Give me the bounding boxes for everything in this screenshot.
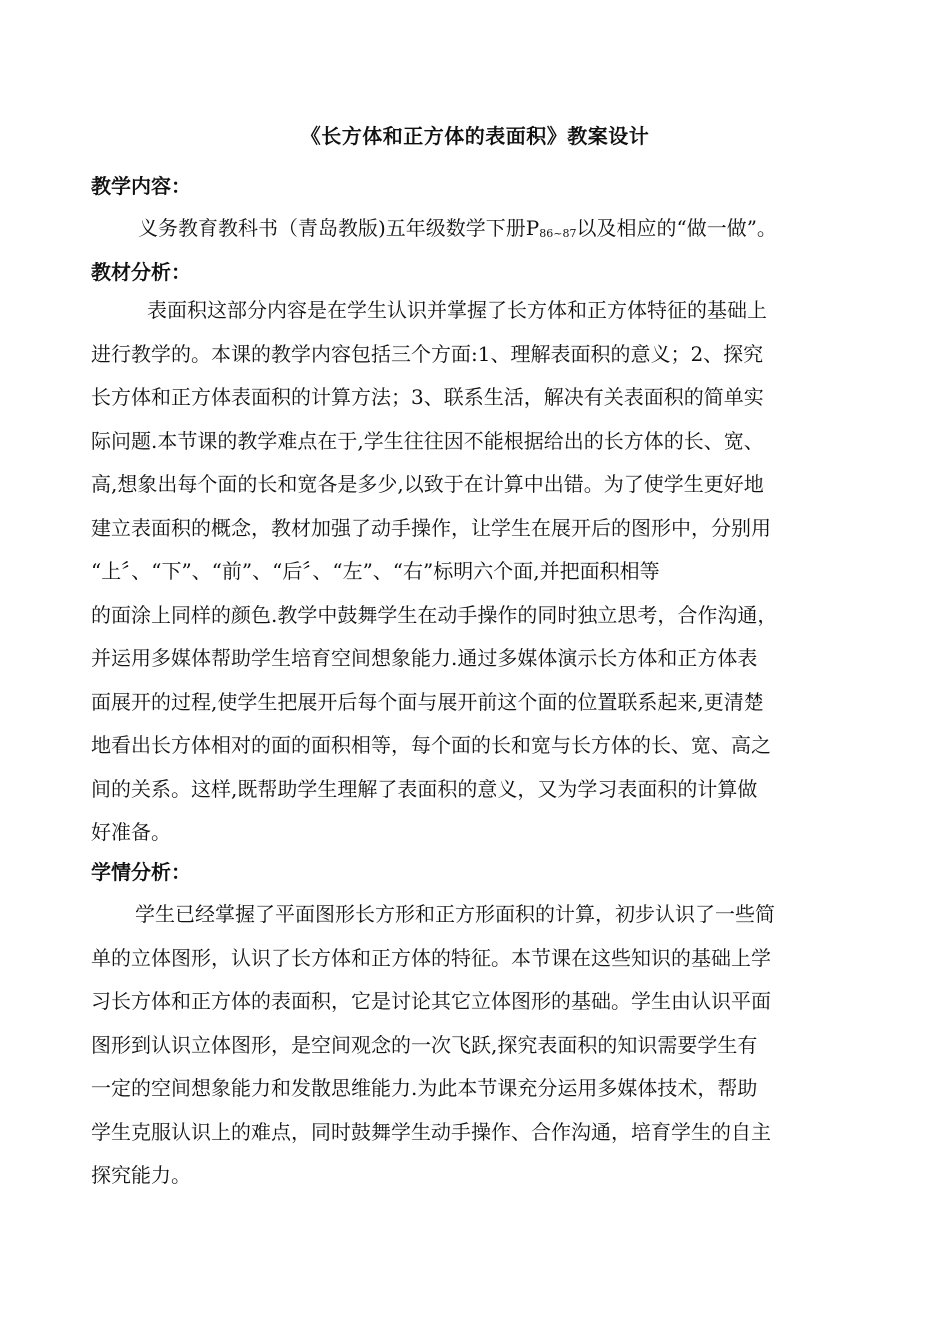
paragraph-line: 学生已经掌握了平面图形长方形和正方形面积的计算，初步认识了一些简	[135, 902, 775, 926]
paragraph-line: 高,想象出每个面的长和宽各是多少,以致于在计算中出错。为了使学生更好地	[91, 472, 764, 496]
paragraph-line: 探究能力。	[91, 1163, 191, 1187]
paragraph-text: 以及相应的“做一做”。	[576, 216, 777, 240]
paragraph-line: 际问题.本节课的教学难点在于,学生往往因不能根据给出的长方体的长、宽、	[91, 428, 764, 453]
paragraph-line: 并运用多媒体帮助学生培育空间想象能力.通过多媒体演示长方体和正方体表	[91, 646, 758, 670]
paragraph-line: 学生克服认识上的难点，同时鼓舞学生动手操作、合作沟通，培育学生的自主	[91, 1119, 771, 1144]
paragraph-line: 长方体和正方体表面积的计算方法；3、联系生活，解决有关表面积的简单实	[91, 385, 764, 409]
paragraph-line: 图形到认识立体图形，是空间观念的一次飞跃,探究表面积的知识需要学生有	[91, 1032, 758, 1057]
paragraph-line: 一定的空间想象能力和发散思维能力.为此本节课充分运用多媒体技术，帮助	[91, 1076, 758, 1100]
section-paragraph-analysis	[91, 289, 861, 855]
paragraph-line: 建立表面积的概念，教材加强了动手操作，让学生在展开后的图形中，分别用	[91, 515, 771, 540]
paragraph-line: 地看出长方体相对的面的面积相等，每个面的长和宽与长方体的长、宽、高之	[91, 733, 771, 757]
section-paragraph-students	[91, 893, 861, 1198]
section-heading-content: 教学内容：	[91, 174, 191, 198]
paragraph-text: 义务教育教科书（青岛教版)五年级数学下册P	[138, 216, 540, 240]
paragraph-line: 好准备。	[91, 820, 171, 844]
section-heading-students: 学情分析：	[91, 860, 191, 884]
paragraph-line: 习长方体和正方体的表面积，它是讨论其它立体图形的基础。学生由认识平面	[91, 989, 771, 1013]
paragraph-line: 进行教学的。本课的教学内容包括三个方面:1、理解表面积的意义；2、探究	[91, 341, 764, 366]
paragraph-line: 间的关系。这样,既帮助学生理解了表面积的意义，又为学习表面积的计算做	[91, 776, 758, 801]
paragraph-line: 的面涂上同样的颜色.教学中鼓舞学生在动手操作的同时独立思考，合作沟通，	[91, 602, 778, 627]
paragraph-line: 单的立体图形，认识了长方体和正方体的特征。本节课在这些知识的基础上学	[91, 945, 771, 970]
paragraph-line: “上〞、“下”、“前”、“后〞、“左”、“右”标明六个面,并把面积相等	[91, 559, 660, 583]
section-heading-analysis: 教材分析：	[91, 260, 191, 284]
paragraph-line: 表面积这部分内容是在学生认识并掌握了长方体和正方体特征的基础上	[147, 298, 767, 322]
document-title: 《长方体和正方体的表面积》教案设计	[300, 124, 650, 148]
page-range-subscript: 86~87	[539, 227, 577, 240]
paragraph-line: 面展开的过程,使学生把展开后每个面与展开前这个面的位置联系起来,更清楚	[91, 689, 764, 714]
section-paragraph-content	[91, 207, 891, 256]
